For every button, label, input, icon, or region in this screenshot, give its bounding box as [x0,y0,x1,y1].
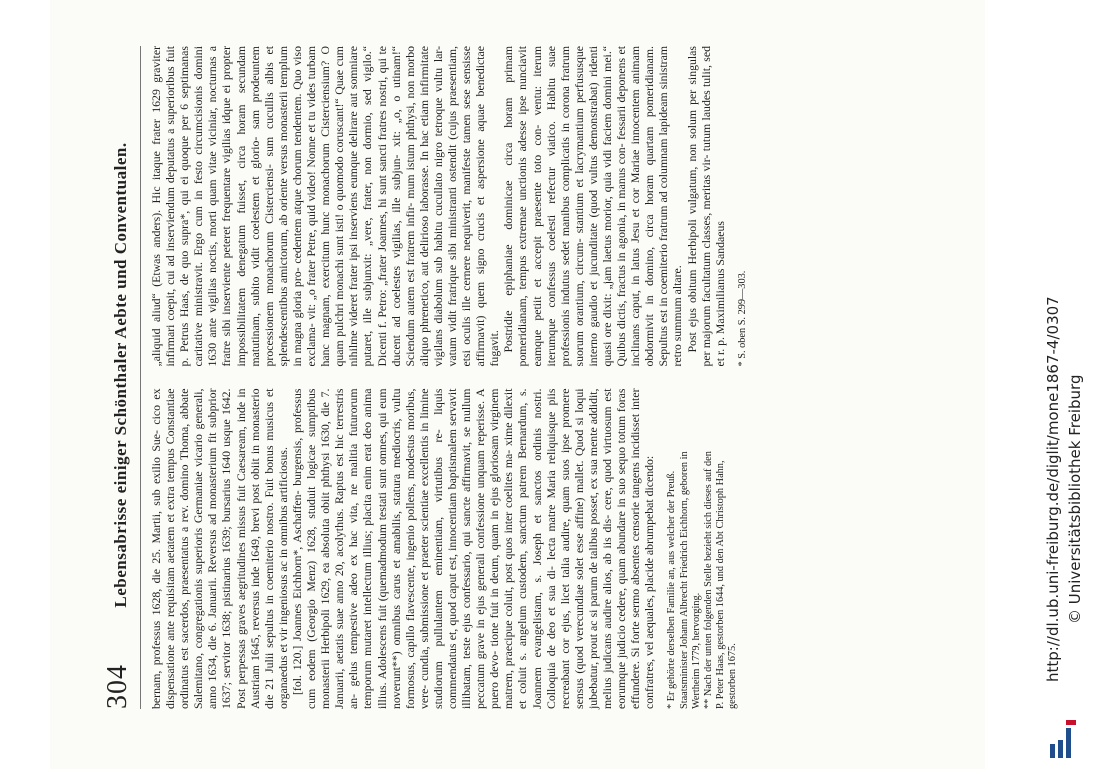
text-line: limine studiorum pullulantem eminentiam, virtutibus re- [416,388,445,709]
text-line: sibi inserviente peteret frequentare vigilias idque ei [219,84,234,337]
text-line: tutum laudes tulit, sed et r. p. Maximilianus Sandaeus [698,46,727,367]
text-line: suae anno 20, acolythus. Raptus est hic terrestris an- [332,388,361,709]
text-line: licet talia audire, quam suos ipse promere sensus (quod [557,388,586,709]
logo-bar-2 [1058,740,1063,758]
text-line: burgensis, professus cum eodem (Georgio Menz) 1628, [289,388,319,709]
text-line: a superioribus fuit p. Petrus Haas, de quo supra*, qui [163,45,192,367]
text-line: coemiterio nostro. Fuit bonus musicus et organaedus [261,388,290,709]
library-logo-icon [1048,718,1078,762]
text-line: ille subjunxit: „vere, frater, non dormio, sed vigilo.“ [360,46,375,324]
text-line: pomeridianam, tempus extremae unctionis adesse ipse [515,95,530,367]
text-line: 6. Januarii. Reversus ad monasterium fit subprior 1637; [205,388,234,709]
text-line: singulas per majorum facultatum classes, meritas vir- [684,46,713,367]
text-line: Staatsminister Johann Albrecht Friedrich Eichhorn, geboren in [678,451,690,709]
text-line: graviter infirmari coepit, cui ad inserviendum deputatus [149,46,178,367]
text-line: et sanctos ordinis nostri. Colloquia de deo et sua di- [529,388,558,709]
page-number: 304 [102,664,133,709]
text-line: gestorben 1675. [727,643,739,709]
text-line: flavescente, ingenio pollens, modestus moribus, vere- [402,388,431,709]
text-line: nostri, qui te ducent ad coelestes vigilias, ille subjun- [374,46,403,367]
running-head [102,46,134,709]
text-line: ea absoluta obiit phthysi 1630, die 7. Januarii, aetatis [318,388,347,709]
text-line: xime dilexit et coluit s. angelum custodem, sanctum [501,388,530,709]
text-line: viatico. Habitu suae professionis indutus sedet manibus [543,46,572,367]
text-line: ipsi inserviens eumque delirare aut somniare putaret, [346,45,375,367]
text-line: aspersione aquae benedictae fugavit. [473,46,502,367]
logo-bar-3 [1066,728,1071,758]
watermark-url[interactable]: http://dl.ub.uni-freiburg.de/diglit/mone1867-4/0307 [1044,296,1062,682]
paragraph-death [501,46,684,367]
running-title: Lebensabrisse einiger Schönthaler Aebte und Conventualen. [111,142,130,608]
paragraph-vision [149,46,501,367]
text-line: Dicenti f. Petro: „frater Joannes, hi sunt sancti fratres [374,110,389,367]
text-line: Wertheim 1779, hervorging. [690,592,702,709]
text-line: deo anima illius. Adolescens fuit (quemadmodum testati [360,388,389,709]
text-line: bernam, professus 1628, die 25. Martii, sub exilio Sue- [149,430,163,709]
text-line: fessarii deponens et inclinans caput, in latus Jesu et [614,46,643,367]
text-line: mente addidit, melius judicans audire alios, ab iis dis- [585,388,614,709]
text-line: ore dixit: „jam laetus morior, quia vidi faciem domini [600,75,614,338]
text-line: diabolum sub habitu cucullato nigro tetroque vultu lar- [430,46,445,324]
text-line: tamen sese sensisse affirmavit) quem signo crucis et [459,46,488,367]
text-line: jubebatur, prout ac si parum de talibus posset, ex sua [585,459,600,709]
text-line: sam prodeuntem processionem monachorum Cisterciensi- [247,46,276,367]
text-line: studuit logicae sumptibus monasterii Herbipoli 1629, [304,388,333,709]
paragraph-eichhorn [290,389,656,710]
text-line: generali confessione unquam reperisse. A puero devo- [473,388,502,709]
text-line: Post ejus obitum Herbipoli vulgatum, non solum per [684,89,699,353]
text-line: * Er gehörte derselben Familie an, aus welcher der Preuß. [666,470,678,709]
paragraph-obitum [685,46,727,367]
text-line: et vir ingeniosus ac in omnibus artificiosus. [275,447,290,653]
logo-bar-1 [1050,744,1055,758]
text-line: tempus Constantiae ordinatus est sacerdos, praesentatus [163,388,192,709]
left-column [149,389,749,710]
text-line: gelus tempestive adeo ex hac vita, ne malitia futurorum [346,388,361,687]
text-line: qui sancte affirmavit, se nullum peccatum grave in ejus [459,388,488,709]
text-line: retro summum altare. [670,265,685,367]
text-line: ei quoque per 6 septimanas caritative ministravit. Ergo [177,45,206,367]
text-line: matrem, praecipue coluit, post quos inter coelites ma- [501,449,516,709]
text-line: 1642. Post perpessas graves aegritudines missus fuit [219,388,248,709]
text-line: nunciavit eamque petiit et accepit praesente toto con- [515,46,544,367]
text-line: mei.“ Quibus dictis, fractus in agonia, in manus con- [600,45,629,367]
text-line: confratres, vel aequales, placide abrumpebat dicendo: [642,455,657,709]
text-line: P. Peter Haas, gestorben 1644, und den Abt Christoph Hahn, [715,460,727,709]
text-line: delirioso laborasse. In hac etiam infirmitate vigilans [416,46,445,367]
text-line: liquis commendatus et, quod caput est, innocentiam [430,388,459,709]
text-line: [fol. 120.] Joannes Eichhorn*, Aschaffen- [289,490,304,695]
paragraph-reversus [149,389,290,710]
text-line: verecundiae solet esse affine) mallet. Quod si loqui [571,388,586,642]
text-line: quam abundare in suo sequo totum foras effundere. Si [614,388,643,709]
watermark-copyright: © Universitätsbibliothek Freiburg [1066,374,1084,624]
text-line: complicatis in corona fratrum suorum orantium, circum- [557,45,586,367]
text-line: cundia, submissione et praeter scientiae excellentis in [416,422,431,681]
text-line: brevi post obiit in monasterio die 21 Julii sepultus in [247,388,276,709]
text-line: Postridie epiphaniae dominicae circa horam primam [501,46,516,353]
text-line: forte sermo absentes censorie tangens incidisset inter [628,388,643,644]
text-line: propter impossibilitatem denegatum fuisset, circa horam [219,45,248,367]
right-column [149,46,749,367]
text-line: temporum mutaret intellectum illius; placita enim erat [360,443,375,709]
text-line: ** Nach der unten folgenden Stelle bezieht sich dieses auf den [702,451,714,709]
text-line: xit: „o, o utinam!“ Sciendum autem est fratrem infir- [388,46,417,367]
text-line: quomodo coruscant!“ Quae cum nihilme videret frater [332,46,361,367]
text-line: secundam matutinam, subito vidit coelestem et glorio- [233,45,262,367]
text-line: cedentem atque chorum tendentem. Quo viso exclama- [289,46,319,367]
text-line: baptismalem servavit illibatam, teste ejus confessario, [444,388,474,709]
text-line: patrem Bernardum, s. Joannem evangelistam, s. Joseph [515,388,544,709]
text-line: sunt omnes, qui eum noverunt**) omnibus carus et [374,388,403,709]
logo-accent [1066,720,1076,725]
text-line: cum in festo circumcisionis domini 1630 ante vigilias [191,46,220,367]
text-line: tione fuit in deum, quam in ejus gloriosam virginem [487,388,502,647]
text-line: praesentiam, etsi oculis ille cernere nequiverit, manifeste [444,46,474,367]
text-line: et jucunditate (quod vultus demonstrabat) ridenti quasi [585,46,614,367]
text-line: mum istum phthysi, non morbo aliquo phreneticо, aut [402,45,431,367]
left-footnotes [666,389,739,710]
text-line: ventu: iterum iterumque confessus coelesti refectur [529,45,558,367]
header-rule [140,46,141,709]
text-columns [149,46,749,709]
text-line: stantium et lacrymantium perfususque interno gaudio [571,46,600,367]
text-line: amabilis, statura mediocris, vultu formosus, capillo [388,388,417,709]
text-line: a rev. domino Thoma, abbate Salemitano, congregationis [177,388,206,709]
text-line: cico ex dispensatione ante requisitam aetatem et extra [149,388,178,709]
text-line: „aliquid aliud“ (Etwas anders). Hic itaque frater 1629 [149,89,163,367]
text-line: turbam hanc magnam, exercitum hunc monachorum [304,46,333,367]
text-line: Caesaream, inde in Austriam 1645, reversus inde 1649, [233,388,262,709]
right-footnote [737,46,749,367]
text-line: sum cucullis albis et splendescentibus amictorum, ab [261,45,290,367]
footnote-line: * S. oben S. 299—303. [736,270,748,367]
text-line: coemiterio fratrum ad columnam lapideam sinistram [656,45,671,295]
text-line: Cisterciensium? O quam pulchri monachi sunt isti! o [318,46,347,367]
text-line: cere, quod virtuosum est eorumque judicio cedere, [600,388,629,709]
text-line: servitor 1638; pistinarius 1639; bursarius 1640 usque [219,419,234,678]
text-line: superioris Germaniae vicario generali, anno 1634, die [191,388,220,709]
text-line: circa horam quartam pomeridianam. Sepultus est in [642,46,671,367]
book-page [50,0,985,769]
text-line: noctis, morti quam vitae viciniar, nocturnas a fratre [205,45,234,367]
text-line: lecta matre Maria reliquisque piis recreabant cor ejus, [543,388,572,709]
library-watermark [1036,6,1094,706]
text-line: vatum vidit fratrique sibi ministranti ostendit (cujus [444,110,459,367]
text-line: vit: „o frater Petre, quid video! Nonne et tu vides [304,82,319,320]
text-line: cor Mariae innocentem animam obdormivit in domino, [628,46,657,367]
text-line: oriente versus monasterii templum in magna gloria pro- [275,45,304,367]
